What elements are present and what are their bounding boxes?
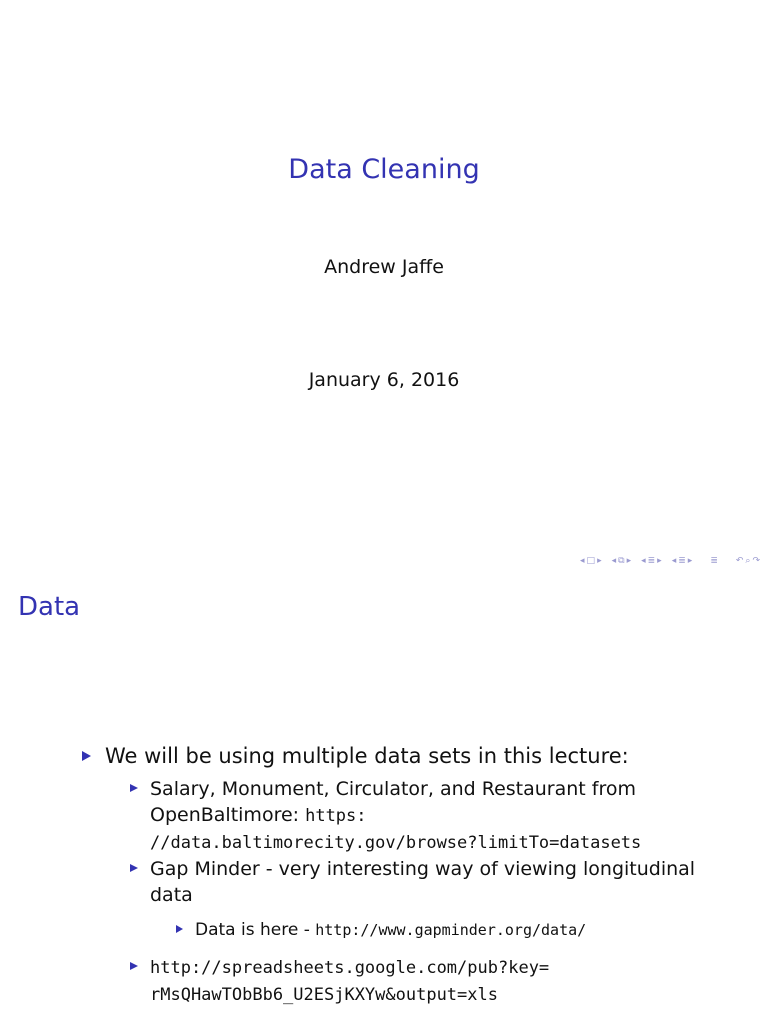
presentation-date: January 6, 2016 xyxy=(308,369,460,391)
next-subsection-icon[interactable]: ▸ xyxy=(626,556,632,566)
beamer-navigation-bar xyxy=(580,556,760,566)
bullet-text: Gap Minder - very interesting way of viewing longitudinal data xyxy=(150,858,696,906)
triangle-bullet-icon xyxy=(130,962,138,970)
list-item xyxy=(130,776,742,856)
next-frame-icon[interactable]: ▸ xyxy=(597,556,602,566)
bullet-text xyxy=(150,954,742,1008)
spreadsheet-url-part1[interactable]: http://spreadsheets.google.com/pub?key= xyxy=(150,958,550,978)
openbaltimore-url-part1[interactable]: https: xyxy=(305,806,367,826)
list-item xyxy=(130,856,742,908)
prev-subsection-icon[interactable]: ◂ xyxy=(611,556,617,566)
next-section-icon[interactable]: ▸ xyxy=(657,556,662,566)
bullet-text xyxy=(195,918,742,942)
openbaltimore-text: Salary, Monument, Circulator, and Restaurant from OpenBaltimore: xyxy=(150,778,637,826)
triangle-bullet-icon xyxy=(130,784,138,792)
next-part-icon[interactable]: ▸ xyxy=(687,556,693,566)
list-item xyxy=(130,954,742,1008)
frame-icon[interactable]: □ xyxy=(586,556,596,566)
triangle-bullet-icon xyxy=(130,864,138,872)
prev-section-icon[interactable]: ◂ xyxy=(641,556,646,566)
bullet-text xyxy=(150,776,742,856)
frame-title: Data xyxy=(18,592,81,622)
prev-part-icon[interactable]: ◂ xyxy=(671,556,677,566)
spreadsheet-url-part2[interactable]: rMsQHawTObBb6_U2ESjKXYw&output=xls xyxy=(150,985,498,1005)
redo-icon[interactable]: ↷ xyxy=(752,556,760,566)
subsection-icon[interactable]: ⧉ xyxy=(618,556,625,566)
data-slide xyxy=(0,576,768,1024)
part-icon[interactable]: ≣ xyxy=(678,556,686,566)
triangle-bullet-icon xyxy=(82,751,91,761)
align-icon[interactable]: ≣ xyxy=(710,556,718,566)
author-name: Andrew Jaffe xyxy=(324,256,444,278)
presentation-title: Data Cleaning xyxy=(288,154,480,185)
undo-icon[interactable]: ↶ xyxy=(735,556,744,566)
gapminder-data-text: Data is here - xyxy=(195,920,316,940)
triangle-bullet-icon xyxy=(176,925,183,933)
prev-frame-icon[interactable]: ◂ xyxy=(580,556,585,566)
section-icon[interactable]: ≣ xyxy=(647,556,656,566)
bullet-text: We will be using multiple data sets in this lecture: xyxy=(105,744,629,768)
openbaltimore-url-part2[interactable]: //data.baltimorecity.gov/browse?limitTo=datasets xyxy=(150,833,642,853)
search-icon[interactable]: ⌕ xyxy=(745,556,751,566)
list-item xyxy=(176,918,742,942)
bullet-list xyxy=(82,742,742,1008)
list-item xyxy=(82,742,742,770)
gapminder-url[interactable]: http://www.gapminder.org/data/ xyxy=(315,921,587,939)
